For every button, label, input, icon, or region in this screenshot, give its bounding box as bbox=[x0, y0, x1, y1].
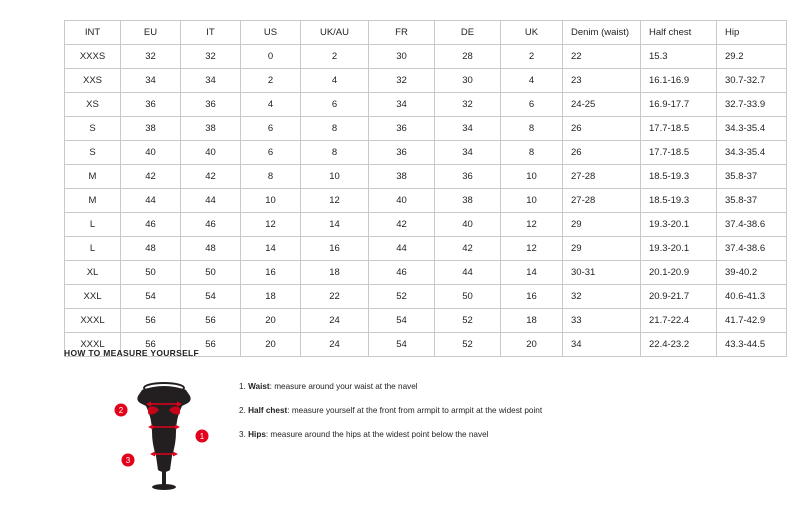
column-header-uk: UK bbox=[501, 21, 563, 45]
column-header-denim-waist: Denim (waist) bbox=[563, 21, 641, 45]
cell-int: XS bbox=[65, 93, 121, 117]
cell-int: M bbox=[65, 189, 121, 213]
cell-uk: 10 bbox=[501, 189, 563, 213]
cell-it: 56 bbox=[181, 309, 241, 333]
cell-half-chest: 15.3 bbox=[641, 45, 717, 69]
cell-de: 40 bbox=[435, 213, 501, 237]
cell-eu: 48 bbox=[121, 237, 181, 261]
note-number: 3. bbox=[239, 430, 246, 439]
cell-it: 32 bbox=[181, 45, 241, 69]
cell-de: 52 bbox=[435, 309, 501, 333]
cell-fr: 46 bbox=[369, 261, 435, 285]
cell-uk: 16 bbox=[501, 285, 563, 309]
cell-uk-au: 8 bbox=[301, 141, 369, 165]
svg-text:2: 2 bbox=[118, 406, 124, 415]
cell-us: 6 bbox=[241, 141, 301, 165]
cell-it: 34 bbox=[181, 69, 241, 93]
cell-uk: 20 bbox=[501, 333, 563, 357]
cell-denim-waist: 29 bbox=[563, 213, 641, 237]
marker-2 bbox=[115, 404, 128, 417]
cell-hip: 30.7-32.7 bbox=[717, 69, 787, 93]
cell-denim-waist: 24-25 bbox=[563, 93, 641, 117]
cell-it: 40 bbox=[181, 141, 241, 165]
cell-hip: 39-40.2 bbox=[717, 261, 787, 285]
cell-us: 18 bbox=[241, 285, 301, 309]
cell-int: XXS bbox=[65, 69, 121, 93]
cell-int: L bbox=[65, 237, 121, 261]
column-header-half-chest: Half chest bbox=[641, 21, 717, 45]
note-term: Half chest bbox=[248, 406, 288, 415]
cell-us: 16 bbox=[241, 261, 301, 285]
cell-hip: 41.7-42.9 bbox=[717, 309, 787, 333]
cell-denim-waist: 27-28 bbox=[563, 189, 641, 213]
cell-us: 6 bbox=[241, 117, 301, 141]
cell-hip: 37.4-38.6 bbox=[717, 213, 787, 237]
cell-it: 42 bbox=[181, 165, 241, 189]
cell-us: 0 bbox=[241, 45, 301, 69]
stand-pole bbox=[162, 470, 166, 486]
marker-1 bbox=[196, 430, 209, 443]
cell-half-chest: 21.7-22.4 bbox=[641, 309, 717, 333]
cell-fr: 36 bbox=[369, 117, 435, 141]
table-row bbox=[65, 165, 787, 189]
cell-eu: 36 bbox=[121, 93, 181, 117]
measure-note-half-chest bbox=[239, 404, 739, 418]
table-row bbox=[65, 261, 787, 285]
cell-us: 4 bbox=[241, 93, 301, 117]
cell-uk-au: 12 bbox=[301, 189, 369, 213]
cell-denim-waist: 32 bbox=[563, 285, 641, 309]
cell-denim-waist: 34 bbox=[563, 333, 641, 357]
cell-de: 28 bbox=[435, 45, 501, 69]
cell-denim-waist: 29 bbox=[563, 237, 641, 261]
cell-half-chest: 17.7-18.5 bbox=[641, 141, 717, 165]
cell-fr: 40 bbox=[369, 189, 435, 213]
cell-uk-au: 2 bbox=[301, 45, 369, 69]
cell-it: 56 bbox=[181, 333, 241, 357]
cell-int: L bbox=[65, 213, 121, 237]
measure-note-hips bbox=[239, 428, 739, 442]
cell-uk-au: 10 bbox=[301, 165, 369, 189]
table-header-row bbox=[65, 21, 787, 45]
cell-uk-au: 16 bbox=[301, 237, 369, 261]
cell-eu: 56 bbox=[121, 309, 181, 333]
cell-eu: 42 bbox=[121, 165, 181, 189]
cell-fr: 44 bbox=[369, 237, 435, 261]
note-number: 1. bbox=[239, 382, 246, 391]
cell-int: XXL bbox=[65, 285, 121, 309]
figure-body bbox=[137, 383, 190, 490]
cell-uk-au: 22 bbox=[301, 285, 369, 309]
cell-uk: 4 bbox=[501, 69, 563, 93]
cell-hip: 35.8-37 bbox=[717, 165, 787, 189]
cell-eu: 50 bbox=[121, 261, 181, 285]
cell-it: 46 bbox=[181, 213, 241, 237]
cell-int: S bbox=[65, 117, 121, 141]
cell-uk-au: 18 bbox=[301, 261, 369, 285]
column-header-uk-au: UK/AU bbox=[301, 21, 369, 45]
cell-uk-au: 24 bbox=[301, 309, 369, 333]
cell-half-chest: 18.5-19.3 bbox=[641, 189, 717, 213]
cell-us: 20 bbox=[241, 333, 301, 357]
svg-text:3: 3 bbox=[125, 456, 131, 465]
table-row bbox=[65, 309, 787, 333]
cell-uk-au: 24 bbox=[301, 333, 369, 357]
cell-it: 54 bbox=[181, 285, 241, 309]
mannequin-figure bbox=[104, 374, 224, 494]
cell-hip: 40.6-41.3 bbox=[717, 285, 787, 309]
column-header-int: INT bbox=[65, 21, 121, 45]
cell-de: 42 bbox=[435, 237, 501, 261]
cell-denim-waist: 27-28 bbox=[563, 165, 641, 189]
cell-int: XXXL bbox=[65, 333, 121, 357]
cell-it: 38 bbox=[181, 117, 241, 141]
mannequin-illustration bbox=[104, 374, 224, 494]
cell-eu: 54 bbox=[121, 285, 181, 309]
cell-uk-au: 8 bbox=[301, 117, 369, 141]
cell-fr: 30 bbox=[369, 45, 435, 69]
table-row bbox=[65, 117, 787, 141]
note-text: : measure around the hips at the widest point below the navel bbox=[265, 430, 489, 439]
cell-de: 34 bbox=[435, 141, 501, 165]
cell-denim-waist: 33 bbox=[563, 309, 641, 333]
cell-uk: 8 bbox=[501, 117, 563, 141]
table-body bbox=[65, 45, 787, 357]
cell-de: 32 bbox=[435, 93, 501, 117]
cell-int: M bbox=[65, 165, 121, 189]
cell-de: 36 bbox=[435, 165, 501, 189]
stand-base bbox=[152, 484, 176, 490]
cell-uk: 18 bbox=[501, 309, 563, 333]
cell-fr: 42 bbox=[369, 213, 435, 237]
cell-uk: 6 bbox=[501, 93, 563, 117]
cell-half-chest: 20.9-21.7 bbox=[641, 285, 717, 309]
cell-denim-waist: 23 bbox=[563, 69, 641, 93]
cell-de: 52 bbox=[435, 333, 501, 357]
cell-half-chest: 17.7-18.5 bbox=[641, 117, 717, 141]
svg-text:1: 1 bbox=[199, 432, 205, 441]
cell-eu: 32 bbox=[121, 45, 181, 69]
table-row bbox=[65, 237, 787, 261]
cell-int: XXXL bbox=[65, 309, 121, 333]
column-header-us: US bbox=[241, 21, 301, 45]
cell-it: 50 bbox=[181, 261, 241, 285]
cell-us: 12 bbox=[241, 213, 301, 237]
column-header-eu: EU bbox=[121, 21, 181, 45]
cell-denim-waist: 30-31 bbox=[563, 261, 641, 285]
cell-de: 30 bbox=[435, 69, 501, 93]
cell-us: 2 bbox=[241, 69, 301, 93]
column-header-de: DE bbox=[435, 21, 501, 45]
cell-half-chest: 16.1-16.9 bbox=[641, 69, 717, 93]
cell-half-chest: 19.3-20.1 bbox=[641, 213, 717, 237]
note-number: 2. bbox=[239, 406, 246, 415]
table-row bbox=[65, 213, 787, 237]
note-term: Hips bbox=[248, 430, 266, 439]
measure-note-waist bbox=[239, 380, 739, 394]
how-to-measure-section bbox=[64, 348, 754, 490]
note-text: : measure yourself at the front from armpit to armpit at the widest point bbox=[287, 406, 543, 415]
cell-eu: 34 bbox=[121, 69, 181, 93]
cell-it: 48 bbox=[181, 237, 241, 261]
table-row bbox=[65, 45, 787, 69]
cell-eu: 38 bbox=[121, 117, 181, 141]
cell-de: 44 bbox=[435, 261, 501, 285]
cell-eu: 40 bbox=[121, 141, 181, 165]
size-table-container bbox=[64, 20, 766, 357]
cell-uk: 12 bbox=[501, 237, 563, 261]
cell-fr: 34 bbox=[369, 93, 435, 117]
cell-hip: 35.8-37 bbox=[717, 189, 787, 213]
torso-shape bbox=[137, 386, 190, 472]
cell-int: S bbox=[65, 141, 121, 165]
note-text: : measure around your waist at the navel bbox=[269, 382, 418, 391]
cell-hip: 43.3-44.5 bbox=[717, 333, 787, 357]
cell-it: 36 bbox=[181, 93, 241, 117]
cell-eu: 56 bbox=[121, 333, 181, 357]
column-header-it: IT bbox=[181, 21, 241, 45]
cell-us: 8 bbox=[241, 165, 301, 189]
table-row bbox=[65, 141, 787, 165]
cell-hip: 37.4-38.6 bbox=[717, 237, 787, 261]
cell-denim-waist: 26 bbox=[563, 141, 641, 165]
cell-int: XXXS bbox=[65, 45, 121, 69]
cell-half-chest: 19.3-20.1 bbox=[641, 237, 717, 261]
cell-uk: 10 bbox=[501, 165, 563, 189]
cell-eu: 46 bbox=[121, 213, 181, 237]
column-header-fr: FR bbox=[369, 21, 435, 45]
how-to-measure-body bbox=[64, 370, 754, 490]
cell-hip: 34.3-35.4 bbox=[717, 117, 787, 141]
cell-hip: 32.7-33.9 bbox=[717, 93, 787, 117]
cell-uk-au: 6 bbox=[301, 93, 369, 117]
cell-denim-waist: 26 bbox=[563, 117, 641, 141]
cell-uk: 8 bbox=[501, 141, 563, 165]
table-row bbox=[65, 285, 787, 309]
cell-hip: 29.2 bbox=[717, 45, 787, 69]
cell-us: 20 bbox=[241, 309, 301, 333]
cell-de: 50 bbox=[435, 285, 501, 309]
table-row bbox=[65, 189, 787, 213]
cell-de: 34 bbox=[435, 117, 501, 141]
cell-int: XL bbox=[65, 261, 121, 285]
measure-notes-list bbox=[239, 380, 739, 452]
cell-eu: 44 bbox=[121, 189, 181, 213]
how-to-measure-title: HOW TO MEASURE YOURSELF bbox=[64, 348, 200, 358]
cell-fr: 54 bbox=[369, 309, 435, 333]
column-header-hip: Hip bbox=[717, 21, 787, 45]
cell-fr: 52 bbox=[369, 285, 435, 309]
cell-de: 38 bbox=[435, 189, 501, 213]
marker-3 bbox=[122, 454, 135, 467]
table-row bbox=[65, 69, 787, 93]
cell-uk: 12 bbox=[501, 213, 563, 237]
cell-uk-au: 14 bbox=[301, 213, 369, 237]
cell-it: 44 bbox=[181, 189, 241, 213]
cell-uk: 14 bbox=[501, 261, 563, 285]
note-term: Waist bbox=[248, 382, 270, 391]
size-table bbox=[64, 20, 787, 357]
table-row bbox=[65, 93, 787, 117]
cell-fr: 36 bbox=[369, 141, 435, 165]
cell-half-chest: 20.1-20.9 bbox=[641, 261, 717, 285]
cell-denim-waist: 22 bbox=[563, 45, 641, 69]
cell-us: 14 bbox=[241, 237, 301, 261]
cell-uk-au: 4 bbox=[301, 69, 369, 93]
cell-hip: 34.3-35.4 bbox=[717, 141, 787, 165]
cell-fr: 32 bbox=[369, 69, 435, 93]
cell-fr: 38 bbox=[369, 165, 435, 189]
cell-half-chest: 18.5-19.3 bbox=[641, 165, 717, 189]
cell-fr: 54 bbox=[369, 333, 435, 357]
cell-half-chest: 16.9-17.7 bbox=[641, 93, 717, 117]
cell-us: 10 bbox=[241, 189, 301, 213]
cell-half-chest: 22.4-23.2 bbox=[641, 333, 717, 357]
cell-uk: 2 bbox=[501, 45, 563, 69]
